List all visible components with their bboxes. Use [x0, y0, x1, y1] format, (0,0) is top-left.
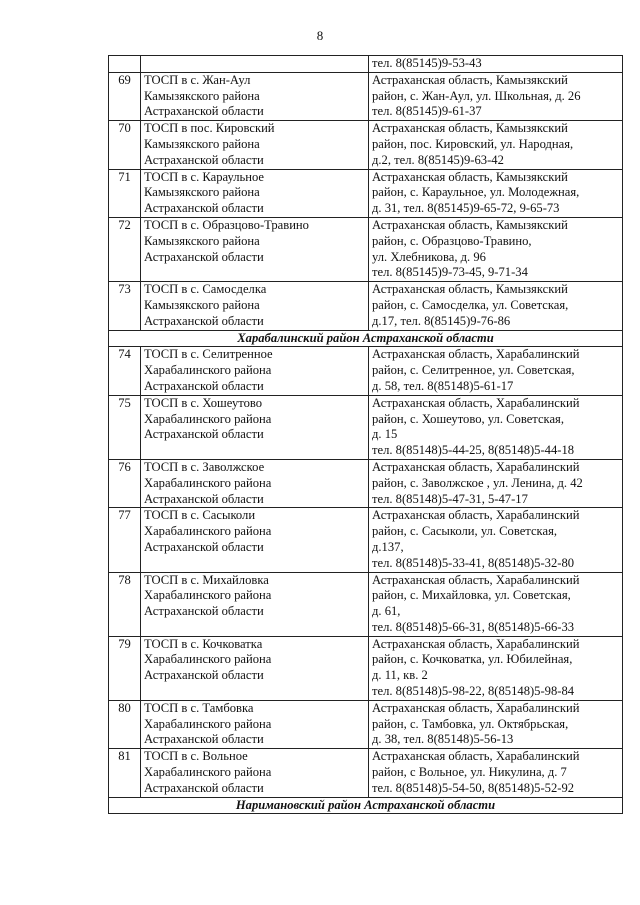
- organization-name: ТОСП в с. Вольное Харабалинского района Астраханской области: [141, 749, 369, 797]
- organization-name: ТОСП в с. Заволжское Харабалинского района Астраханской области: [141, 459, 369, 507]
- table-row: [109, 347, 623, 395]
- row-number: [109, 56, 141, 73]
- address-contact: Астраханская область, Харабалинский район, с Вольное, ул. Никулина, д. 7 тел. 8(85148)5-54-50, 8(85148)5-52-92: [369, 749, 623, 797]
- organization-name: ТОСП в с. Самосделка Камызякского района Астраханской области: [141, 282, 369, 330]
- registry-table: [108, 55, 623, 814]
- organization-name: ТОСП в с. Хошеутово Харабалинского района Астраханской области: [141, 395, 369, 459]
- organization-name: ТОСП в с. Селитренное Харабалинского района Астраханской области: [141, 347, 369, 395]
- table-row: [109, 459, 623, 507]
- row-number: 71: [109, 169, 141, 217]
- table-row: [109, 72, 623, 120]
- address-contact: Астраханская область, Камызякский район, пос. Кировский, ул. Народная, д.2, тел. 8(85145)9-63-42: [369, 121, 623, 169]
- row-number: 73: [109, 282, 141, 330]
- address-contact: тел. 8(85145)9-53-43: [369, 56, 623, 73]
- organization-name: [141, 56, 369, 73]
- address-contact: Астраханская область, Камызякский район, с. Караульное, ул. Молодежная, д. 31, тел. 8(85145)9-65-72, 9-65-73: [369, 169, 623, 217]
- address-contact: Астраханская область, Камызякский район, с. Самосделка, ул. Советская, д.17, тел. 8(85145)9-76-86: [369, 282, 623, 330]
- row-number: 70: [109, 121, 141, 169]
- table-row: [109, 572, 623, 636]
- address-contact: Астраханская область, Харабалинский район, с. Заволжское , ул. Ленина, д. 42 тел. 8(85148)5-47-31, 5-47-17: [369, 459, 623, 507]
- address-contact: Астраханская область, Камызякский район, с. Образцово-Травино, ул. Хлебникова, д. 96 тел. 8(85145)9-73-45, 9-71-34: [369, 217, 623, 281]
- organization-name: ТОСП в с. Жан-Аул Камызякского района Астраханской области: [141, 72, 369, 120]
- page-number: 8: [316, 28, 324, 43]
- region-header-row: [109, 797, 623, 814]
- organization-name: ТОСП в с. Образцово-Травино Камызякского района Астраханской области: [141, 217, 369, 281]
- region-header-row: [109, 330, 623, 347]
- table-row: [109, 749, 623, 797]
- row-number: 76: [109, 459, 141, 507]
- row-number: 75: [109, 395, 141, 459]
- table-row: [109, 56, 623, 73]
- organization-name: ТОСП в с. Караульное Камызякского района Астраханской области: [141, 169, 369, 217]
- row-number: 69: [109, 72, 141, 120]
- row-number: 80: [109, 700, 141, 748]
- registry-table-body: [109, 56, 623, 814]
- table-row: [109, 636, 623, 700]
- row-number: 77: [109, 508, 141, 572]
- row-number: 78: [109, 572, 141, 636]
- table-row: [109, 169, 623, 217]
- region-title: Харабалинский район Астраханской области: [109, 330, 623, 347]
- row-number: 72: [109, 217, 141, 281]
- address-contact: Астраханская область, Харабалинский район, с. Михайловка, ул. Советская, д. 61, тел. 8(85148)5-66-31, 8(85148)5-66-33: [369, 572, 623, 636]
- table-row: [109, 508, 623, 572]
- organization-name: ТОСП в с. Кочковатка Харабалинского района Астраханской области: [141, 636, 369, 700]
- table-row: [109, 121, 623, 169]
- table-row: [109, 217, 623, 281]
- address-contact: Астраханская область, Харабалинский район, с. Тамбовка, ул. Октябрьская, д. 38, тел. 8(85148)5-56-13: [369, 700, 623, 748]
- organization-name: ТОСП в пос. Кировский Камызякского района Астраханской области: [141, 121, 369, 169]
- row-number: 74: [109, 347, 141, 395]
- table-row: [109, 395, 623, 459]
- address-contact: Астраханская область, Камызякский район, с. Жан-Аул, ул. Школьная, д. 26 тел. 8(85145)9-61-37: [369, 72, 623, 120]
- organization-name: ТОСП в с. Михайловка Харабалинского района Астраханской области: [141, 572, 369, 636]
- table-row: [109, 700, 623, 748]
- table-row: [109, 282, 623, 330]
- region-title: Наримановский район Астраханской области: [109, 797, 623, 814]
- address-contact: Астраханская область, Харабалинский район, с. Кочковатка, ул. Юбилейная, д. 11, кв. 2 тел. 8(85148)5-98-22, 8(85148)5-98-84: [369, 636, 623, 700]
- address-contact: Астраханская область, Харабалинский район, с. Селитренное, ул. Советская, д. 58, тел. 8(85148)5-61-17: [369, 347, 623, 395]
- row-number: 79: [109, 636, 141, 700]
- row-number: 81: [109, 749, 141, 797]
- address-contact: Астраханская область, Харабалинский район, с. Сасыколи, ул. Советская, д.137, тел. 8(85148)5-33-41, 8(85148)5-32-80: [369, 508, 623, 572]
- organization-name: ТОСП в с. Сасыколи Харабалинского района Астраханской области: [141, 508, 369, 572]
- organization-name: ТОСП в с. Тамбовка Харабалинского района Астраханской области: [141, 700, 369, 748]
- address-contact: Астраханская область, Харабалинский район, с. Хошеутово, ул. Советская, д. 15 тел. 8(85148)5-44-25, 8(85148)5-44-18: [369, 395, 623, 459]
